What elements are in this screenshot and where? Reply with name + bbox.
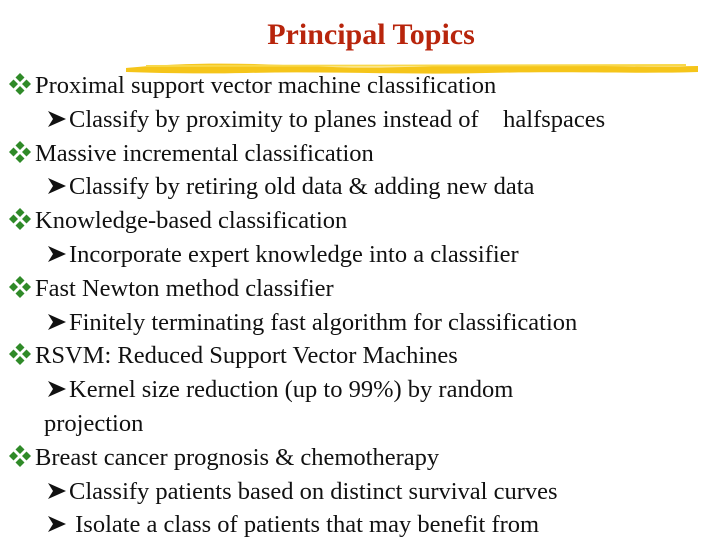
four-diamond-bullet-icon [8,342,32,366]
bullet-text: Breast cancer prognosis & chemotherapy [35,443,440,471]
sub-bullet-item [46,238,519,271]
arrow-bullet-icon [46,175,68,197]
four-diamond-bullet-icon [8,444,32,468]
bullet-item [8,69,496,102]
bullet-text: Incorporate expert knowledge into a classifier [69,241,519,268]
four-diamond-bullet-icon [8,72,32,96]
bullet-text: Proximal support vector machine classification [35,72,497,99]
arrow-bullet-icon [46,513,68,535]
arrow-bullet-icon [46,243,68,265]
bullet-text: Kernel size reduction (up to 99%) by random [69,376,514,404]
bullet-item [8,441,439,474]
slide-title: Principal Topics [267,18,475,51]
sub-bullet-item [46,170,534,203]
sub-bullet-continuation [44,407,143,440]
bullet-text: Finitely terminating fast algorithm for classification [69,308,578,336]
four-diamond-bullet-icon [8,207,32,231]
title-area [0,12,720,72]
bullet-item [8,339,458,372]
arrow-bullet-icon [46,108,68,130]
sub-bullet-item [46,508,539,541]
bullet-text: projection [44,410,144,437]
sub-bullet-item [46,306,577,339]
bullet-text: Classify patients based on distinct survival curves [69,477,558,505]
arrow-bullet-icon [46,480,68,502]
bullet-item [8,204,347,237]
sub-bullet-item [46,103,605,136]
bullet-text: Classify by proximity to planes instead of halfspaces [69,105,606,133]
bullet-text: RSVM: Reduced Support Vector Machines [35,342,458,370]
bullet-text: Fast Newton method classifier [35,274,334,302]
bullet-item [8,137,374,170]
bullet-text: Isolate a class of patients that may benefit from [69,511,540,539]
sub-bullet-item [46,475,558,508]
bullet-text: Knowledge-based classification [35,207,348,235]
four-diamond-bullet-icon [8,140,32,164]
bullet-text: Massive incremental classification [35,139,374,167]
arrow-bullet-icon [46,378,68,400]
bullet-item [8,272,334,305]
sub-bullet-item [46,373,513,406]
four-diamond-bullet-icon [8,275,32,299]
arrow-bullet-icon [46,311,68,333]
bullet-text: Classify by retiring old data & adding new data [69,173,535,201]
